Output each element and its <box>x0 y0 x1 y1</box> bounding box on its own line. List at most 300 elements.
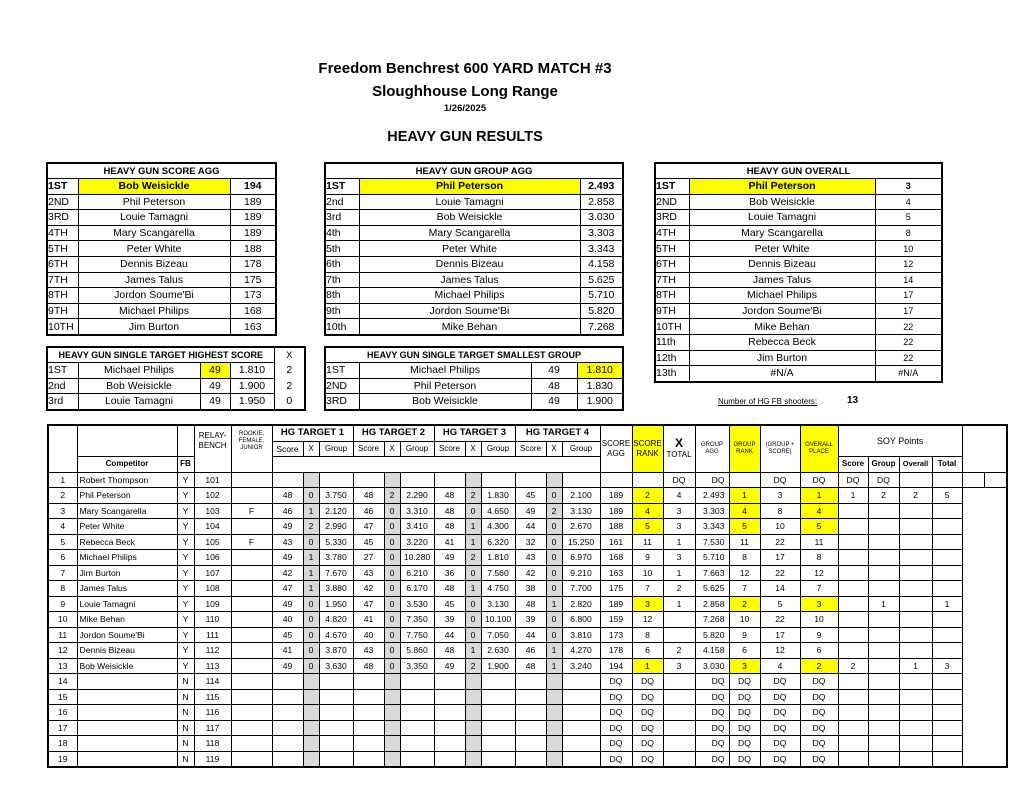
table-cell: DQ <box>695 751 729 767</box>
table-cell <box>868 720 899 736</box>
summary-cell: 49 <box>200 378 230 394</box>
summary-cell: 49 <box>200 363 230 379</box>
table-cell <box>465 472 481 488</box>
target1-header: HG TARGET 1 <box>272 425 353 441</box>
table-cell: 46 <box>272 503 303 519</box>
summary-cell: Louie Tamagni <box>78 210 230 226</box>
table-cell <box>400 751 434 767</box>
table-cell: DQ <box>695 705 729 721</box>
summary-cell: 2 <box>286 379 293 392</box>
table-cell <box>515 689 546 705</box>
table-cell: 0 <box>465 503 481 519</box>
table-cell: 49 <box>272 519 303 535</box>
table-cell: 161 <box>600 534 632 550</box>
table-cell <box>231 488 272 504</box>
table-cell: 0 <box>465 565 481 581</box>
table-cell <box>272 674 303 690</box>
table-cell <box>962 472 984 488</box>
table-cell: 4 <box>632 503 663 519</box>
fb-shooters-label: Number of HG FB shooters: <box>718 397 818 406</box>
table-cell: 15.250 <box>562 534 600 550</box>
table-cell: 0 <box>546 627 562 643</box>
table-cell: 1 <box>663 596 695 612</box>
table-cell: 9 <box>729 627 760 643</box>
table-cell: 105 <box>194 534 231 550</box>
table-cell <box>303 720 319 736</box>
t2-group-header: Group <box>400 441 434 457</box>
table-cell <box>868 581 899 597</box>
table-cell: 12 <box>760 643 800 659</box>
table-cell: 9 <box>632 550 663 566</box>
table-cell <box>434 689 465 705</box>
summary-row <box>325 210 623 226</box>
summary-row <box>325 303 623 319</box>
summary-cell: 17 <box>875 303 942 319</box>
table-cell: 45 <box>272 627 303 643</box>
table-cell: 1 <box>632 658 663 674</box>
table-cell: DQ <box>760 689 800 705</box>
summary-cell: 5th <box>325 241 359 257</box>
table-cell: 11 <box>48 627 77 643</box>
table-cell: DQ <box>663 472 695 488</box>
t4-x-header: X <box>546 441 562 457</box>
table-cell <box>899 705 932 721</box>
table-cell <box>231 720 272 736</box>
summary-row <box>655 241 942 257</box>
summary-cell: 8TH <box>47 288 78 304</box>
table-cell <box>384 472 400 488</box>
table-cell: 41 <box>434 534 465 550</box>
table-cell <box>77 736 177 752</box>
summary-cell: Bob Weisickle <box>359 210 580 226</box>
table-cell: 7.350 <box>400 612 434 628</box>
table-cell: 48 <box>434 581 465 597</box>
table-cell <box>868 627 899 643</box>
table-cell: 2 <box>465 658 481 674</box>
target2-header: HG TARGET 2 <box>353 425 434 441</box>
table-cell: Robert Thompson <box>77 472 177 488</box>
table-cell: Y <box>177 503 194 519</box>
summary-row <box>47 272 276 288</box>
summary-cell: Jordon Soume'Bi <box>689 303 875 319</box>
table-cell: 173 <box>600 627 632 643</box>
summary-row <box>655 319 942 335</box>
table-cell: 1 <box>48 472 77 488</box>
table-cell: 0 <box>303 658 319 674</box>
table-cell: 7 <box>632 581 663 597</box>
table-cell: 3.880 <box>319 581 353 597</box>
summary-cell: Michael Philips <box>78 363 200 379</box>
table-cell: 4 <box>663 488 695 504</box>
table-cell: 119 <box>194 751 231 767</box>
summary-cell: James Talus <box>78 272 230 288</box>
table-cell: 14 <box>760 581 800 597</box>
table-cell <box>400 705 434 721</box>
summary-cell: Phil Peterson <box>689 179 875 195</box>
table-cell: 0 <box>546 565 562 581</box>
table-cell <box>932 534 962 550</box>
table-cell: 5 <box>932 488 962 504</box>
table-cell: N <box>177 751 194 767</box>
table-cell: 0 <box>384 519 400 535</box>
table-cell: Y <box>177 643 194 659</box>
summary-cell: 14 <box>875 272 942 288</box>
table-cell: 0 <box>546 581 562 597</box>
summary-cell: 189 <box>230 225 276 241</box>
table-cell: 1 <box>465 534 481 550</box>
table-cell: 1 <box>932 596 962 612</box>
table-cell: Y <box>177 565 194 581</box>
table-cell: 108 <box>194 581 231 597</box>
table-cell: 0 <box>384 643 400 659</box>
table-cell <box>932 550 962 566</box>
summary-cell: Louie Tamagni <box>689 210 875 226</box>
table-cell <box>932 643 962 659</box>
table-cell: Jordon Soume'Bi <box>77 627 177 643</box>
summary-cell: #N/A <box>689 366 875 382</box>
table-cell: 3.350 <box>400 658 434 674</box>
table-cell: 2 <box>729 596 760 612</box>
table-cell: DQ <box>695 689 729 705</box>
table-cell: 0 <box>384 503 400 519</box>
summary-row <box>655 334 942 350</box>
table-cell: 2.670 <box>562 519 600 535</box>
table-cell <box>384 705 400 721</box>
table-cell: 48 <box>353 488 384 504</box>
table-cell <box>632 472 663 488</box>
table-cell: 3.750 <box>319 488 353 504</box>
summary-cell: 4th <box>325 225 359 241</box>
summary-cell: 49 <box>200 394 230 410</box>
table-cell: 42 <box>353 581 384 597</box>
table-cell <box>868 751 899 767</box>
soy-total-header: Total <box>932 457 962 473</box>
table-cell: 43 <box>353 565 384 581</box>
group-score-header: (GROUP + SCORE) <box>760 425 800 472</box>
table-cell: 48 <box>434 643 465 659</box>
table-cell <box>663 612 695 628</box>
group-agg-title: HEAVY GUN GROUP AGG <box>325 163 623 179</box>
table-cell: Jim Burton <box>77 565 177 581</box>
table-row <box>48 612 1007 628</box>
table-cell: 3.343 <box>695 519 729 535</box>
table-cell: 10.280 <box>400 550 434 566</box>
table-cell: 188 <box>600 519 632 535</box>
table-cell <box>231 736 272 752</box>
single-small-table <box>324 346 624 411</box>
table-cell: 6 <box>800 643 838 659</box>
table-cell <box>868 550 899 566</box>
summary-cell: Bob Weisickle <box>78 378 200 394</box>
table-cell <box>303 689 319 705</box>
table-cell: 7 <box>48 565 77 581</box>
overall-title: HEAVY GUN OVERALL <box>655 163 942 179</box>
summary-row <box>325 194 623 210</box>
summary-cell: 189 <box>230 194 276 210</box>
table-cell: 3 <box>632 596 663 612</box>
table-cell: 14 <box>48 674 77 690</box>
table-cell: 2.630 <box>481 643 515 659</box>
table-cell: 5 <box>729 519 760 535</box>
table-cell <box>899 643 932 659</box>
table-cell: 48 <box>434 519 465 535</box>
table-cell: 41 <box>272 643 303 659</box>
table-cell: Louie Tamagni <box>77 596 177 612</box>
table-cell: 2.990 <box>319 519 353 535</box>
table-cell: 3.530 <box>400 596 434 612</box>
table-cell: 44 <box>434 627 465 643</box>
single-high-table <box>46 346 306 411</box>
table-cell: 4.300 <box>481 519 515 535</box>
table-cell <box>663 705 695 721</box>
table-cell: 5.710 <box>695 550 729 566</box>
table-cell: 10 <box>729 612 760 628</box>
table-cell: 0 <box>384 612 400 628</box>
table-cell: DQ <box>868 472 899 488</box>
table-cell <box>515 472 546 488</box>
summary-cell: 3RD <box>325 394 359 410</box>
summary-cell: Michael Philips <box>78 303 230 319</box>
table-cell: 118 <box>194 736 231 752</box>
table-cell: 1.900 <box>481 658 515 674</box>
table-row <box>48 736 1007 752</box>
table-cell <box>319 472 353 488</box>
table-cell <box>319 751 353 767</box>
table-cell: 0 <box>384 581 400 597</box>
table-cell: 45 <box>434 596 465 612</box>
table-row <box>48 627 1007 643</box>
table-cell <box>838 689 868 705</box>
table-cell: 15 <box>48 689 77 705</box>
table-cell: 3 <box>932 658 962 674</box>
summary-cell: 1.810 <box>230 363 274 379</box>
summary-cell: 8th <box>325 288 359 304</box>
summary-cell: 189 <box>230 210 276 226</box>
table-cell: 8 <box>632 627 663 643</box>
summary-cell: Dennis Bizeau <box>359 256 580 272</box>
table-cell: 102 <box>194 488 231 504</box>
table-cell <box>985 472 1007 488</box>
table-cell <box>899 720 932 736</box>
table-cell: 1.830 <box>481 488 515 504</box>
table-cell: 189 <box>600 596 632 612</box>
table-cell: DQ <box>632 720 663 736</box>
table-cell: Mary Scangarella <box>77 503 177 519</box>
t1-group-header: Group <box>319 441 353 457</box>
table-cell <box>481 472 515 488</box>
table-cell: 1.950 <box>319 596 353 612</box>
table-cell: 2.820 <box>562 596 600 612</box>
summary-row <box>655 256 942 272</box>
table-cell: 12 <box>800 565 838 581</box>
t3-group-header: Group <box>481 441 515 457</box>
table-cell <box>899 472 932 488</box>
table-cell <box>838 736 868 752</box>
table-cell: 49 <box>272 550 303 566</box>
table-cell <box>515 674 546 690</box>
table-cell <box>868 674 899 690</box>
summary-cell: 7th <box>325 272 359 288</box>
table-cell <box>546 472 562 488</box>
table-cell <box>932 472 962 488</box>
summary-cell: 2.858 <box>580 194 623 210</box>
table-cell: 0 <box>384 534 400 550</box>
table-cell: 0 <box>546 519 562 535</box>
table-cell <box>353 674 384 690</box>
score-agg-header: SCORE AGG <box>600 425 632 472</box>
table-cell <box>353 720 384 736</box>
table-cell <box>932 736 962 752</box>
table-cell: 3.810 <box>562 627 600 643</box>
table-cell: 5 <box>800 519 838 535</box>
table-cell: 0 <box>465 596 481 612</box>
table-cell: 40 <box>353 627 384 643</box>
table-cell <box>481 720 515 736</box>
table-cell <box>481 736 515 752</box>
table-cell <box>546 674 562 690</box>
table-cell: 1 <box>546 658 562 674</box>
table-cell: 2.858 <box>695 596 729 612</box>
table-cell: 0 <box>303 627 319 643</box>
table-cell: 17 <box>760 627 800 643</box>
summary-cell: 2ND <box>47 194 78 210</box>
table-cell: 3.220 <box>400 534 434 550</box>
table-cell <box>231 472 272 488</box>
target4-header: HG TARGET 4 <box>515 425 600 441</box>
summary-row <box>325 256 623 272</box>
table-cell: 175 <box>600 581 632 597</box>
table-cell: DQ <box>600 751 632 767</box>
table-cell: Y <box>177 534 194 550</box>
table-cell: 13 <box>48 658 77 674</box>
table-cell: 7.268 <box>695 612 729 628</box>
table-cell: DQ <box>729 674 760 690</box>
table-cell: DQ <box>632 689 663 705</box>
summary-cell: 1.900 <box>577 394 623 410</box>
table-cell <box>932 674 962 690</box>
table-cell: 1 <box>303 581 319 597</box>
summary-cell: 2nd <box>47 378 78 394</box>
table-cell: 3.410 <box>400 519 434 535</box>
table-cell <box>562 751 600 767</box>
summary-row <box>47 288 276 304</box>
group-agg-header: GROUP AGG <box>695 425 729 472</box>
t2-score-header: Score <box>353 441 384 457</box>
table-cell <box>546 736 562 752</box>
table-cell: Dennis Bizeau <box>77 643 177 659</box>
table-cell <box>353 689 384 705</box>
table-cell: Y <box>177 612 194 628</box>
summary-cell: 11th <box>655 334 689 350</box>
table-cell: 9 <box>800 627 838 643</box>
table-cell: Y <box>177 596 194 612</box>
table-cell: 48 <box>434 503 465 519</box>
table-cell: 7.750 <box>400 627 434 643</box>
table-cell <box>384 689 400 705</box>
summary-cell: 1.810 <box>577 363 623 379</box>
summary-cell: 4 <box>875 194 942 210</box>
table-cell <box>481 689 515 705</box>
table-cell <box>932 627 962 643</box>
table-cell <box>319 720 353 736</box>
table-cell: 9 <box>48 596 77 612</box>
table-cell: 0 <box>465 612 481 628</box>
table-cell <box>562 472 600 488</box>
table-cell: 1 <box>868 596 899 612</box>
table-cell: 1 <box>465 581 481 597</box>
table-cell: 22 <box>760 612 800 628</box>
summary-cell: Dennis Bizeau <box>78 256 230 272</box>
t4-group-header: Group <box>562 441 600 457</box>
table-cell: 6.170 <box>400 581 434 597</box>
table-cell: 49 <box>515 503 546 519</box>
table-cell <box>384 720 400 736</box>
table-cell <box>546 751 562 767</box>
single-high-x-label: X <box>286 349 293 361</box>
table-cell: 16 <box>48 705 77 721</box>
table-cell <box>231 705 272 721</box>
summary-cell: 4TH <box>47 225 78 241</box>
summary-cell: 175 <box>230 272 276 288</box>
table-cell <box>303 736 319 752</box>
table-cell: 2.100 <box>562 488 600 504</box>
fb-header: FB <box>177 457 194 473</box>
table-cell: DQ <box>729 736 760 752</box>
table-cell: 2 <box>663 581 695 597</box>
table-cell <box>899 689 932 705</box>
table-cell: 2 <box>384 488 400 504</box>
summary-cell: Mike Behan <box>689 319 875 335</box>
table-cell: DQ <box>600 720 632 736</box>
table-cell: 5.820 <box>695 627 729 643</box>
table-cell: 10 <box>760 519 800 535</box>
table-cell <box>77 720 177 736</box>
table-cell: 3 <box>663 550 695 566</box>
table-cell <box>231 658 272 674</box>
table-cell: 0 <box>384 658 400 674</box>
table-cell <box>546 689 562 705</box>
table-row <box>48 581 1007 597</box>
table-cell: 2.120 <box>319 503 353 519</box>
table-cell <box>303 674 319 690</box>
summary-cell: 5.710 <box>580 288 623 304</box>
table-cell <box>729 472 760 488</box>
table-cell: 36 <box>434 565 465 581</box>
summary-cell: 5.625 <box>580 272 623 288</box>
rookie-header: ROOKIE, FEMALE, JUNIOR <box>231 425 272 457</box>
table-row <box>48 488 1007 504</box>
summary-row <box>325 179 623 195</box>
table-cell: Mike Behan <box>77 612 177 628</box>
table-cell: 49 <box>434 550 465 566</box>
soy-points-header: SOY Points <box>838 425 962 457</box>
table-cell: 2 <box>632 488 663 504</box>
table-row <box>48 534 1007 550</box>
table-cell <box>353 472 384 488</box>
summary-cell: 6TH <box>47 256 78 272</box>
table-cell <box>319 674 353 690</box>
table-cell <box>272 472 303 488</box>
t3-x-header: X <box>465 441 481 457</box>
table-cell <box>932 503 962 519</box>
table-cell: 3 <box>663 519 695 535</box>
table-cell: 6 <box>729 643 760 659</box>
table-cell <box>465 705 481 721</box>
table-cell <box>899 503 932 519</box>
match-title: Freedom Benchrest 600 YARD MATCH #3 <box>318 60 612 77</box>
table-cell: 0 <box>303 612 319 628</box>
table-cell <box>546 720 562 736</box>
